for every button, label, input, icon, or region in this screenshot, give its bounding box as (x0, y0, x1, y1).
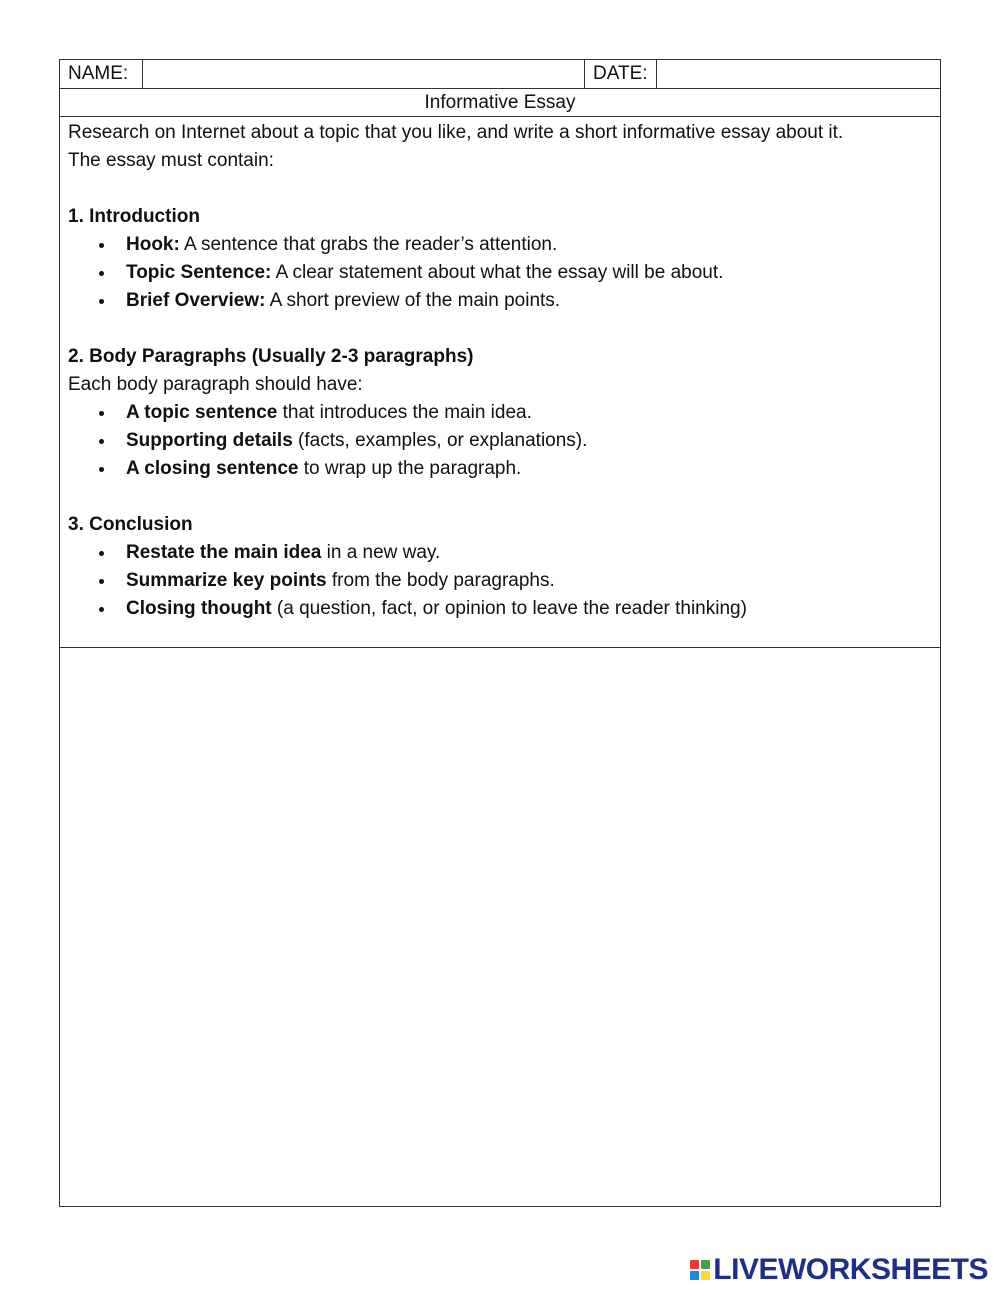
liveworksheets-logo (690, 1253, 988, 1287)
instructions-panel (60, 117, 940, 648)
worksheet-title: Informative Essay (60, 89, 940, 117)
name-label: NAME: (60, 60, 143, 88)
worksheet (59, 59, 941, 1207)
list-item: A topic sentence that introduces the main idea. (68, 399, 932, 427)
logo-mark-icon (690, 1260, 710, 1280)
bullet-icon (99, 579, 104, 584)
bullet-icon (99, 411, 104, 416)
section-heading-conclusion: 3. Conclusion (68, 514, 193, 535)
body-list (68, 399, 932, 483)
conclusion-list (68, 539, 932, 623)
logo-text: LIVEWORKSHEETS (713, 1253, 988, 1286)
list-item: Topic Sentence: A clear statement about what the essay will be about. (68, 259, 932, 287)
essay-answer-area[interactable] (60, 648, 940, 1206)
bullet-icon (99, 243, 104, 248)
introduction-list (68, 231, 932, 315)
intro-line: The essay must contain: (68, 150, 274, 171)
bullet-icon (99, 299, 104, 304)
bullet-icon (99, 551, 104, 556)
bullet-icon (99, 467, 104, 472)
list-item: Restate the main idea in a new way. (68, 539, 932, 567)
section-heading-introduction: 1. Introduction (68, 206, 200, 227)
bullet-icon (99, 439, 104, 444)
date-field[interactable] (657, 60, 940, 88)
bullet-icon (99, 607, 104, 612)
list-item: Brief Overview: A short preview of the main points. (68, 287, 932, 315)
section-heading-body: 2. Body Paragraphs (Usually 2-3 paragraphs) (68, 346, 474, 367)
name-field[interactable] (143, 60, 585, 88)
list-item: A closing sentence to wrap up the paragraph. (68, 455, 932, 483)
intro-line: Research on Internet about a topic that you like, and write a short informative essay about it. (68, 122, 844, 143)
header-row (60, 60, 940, 89)
body-subtext: Each body paragraph should have: (68, 374, 363, 395)
date-label: DATE: (585, 60, 657, 88)
list-item: Summarize key points from the body paragraphs. (68, 567, 932, 595)
list-item: Hook: A sentence that grabs the reader’s attention. (68, 231, 932, 259)
list-item: Closing thought (a question, fact, or opinion to leave the reader thinking) (68, 595, 932, 623)
list-item: Supporting details (facts, examples, or explanations). (68, 427, 932, 455)
bullet-icon (99, 271, 104, 276)
